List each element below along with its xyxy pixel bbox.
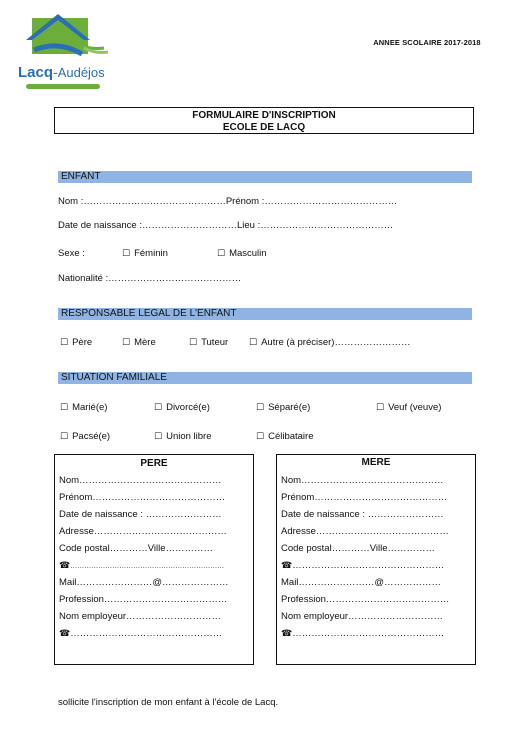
checkbox-icon: ☐: [60, 432, 69, 442]
pere-mail-field[interactable]: Mail……………………@…………………: [59, 577, 229, 588]
field-nom-prenom[interactable]: Nom :………………………………………Prénom :……………………………………: [58, 196, 398, 207]
checkbox-celibataire[interactable]: ☐ Célibataire: [256, 431, 314, 442]
sexe-label: Sexe :: [58, 248, 85, 259]
checkbox-autre[interactable]: ☐ Autre (à préciser)……………………: [249, 337, 411, 348]
mere-adresse-field[interactable]: Adresse……………………………………: [281, 526, 449, 537]
mere-tel-field[interactable]: ☎…………………………………………: [281, 560, 445, 571]
checkbox-icon: ☐: [122, 338, 131, 348]
checkbox-union-libre[interactable]: ☐ Union libre: [154, 431, 212, 442]
checkbox-icon: ☐: [249, 338, 258, 348]
title-line2: ECOLE DE LACQ: [222, 122, 306, 133]
mere-employeur-field[interactable]: Nom employeur…………………………: [281, 611, 444, 622]
checkbox-icon: ☐: [217, 249, 226, 259]
checkbox-separe[interactable]: ☐ Séparé(e): [256, 402, 311, 413]
section-header-responsable: RESPONSABLE LEGAL DE L'ENFANT: [58, 308, 472, 320]
logo-text: Lacq-Audéjos: [18, 64, 105, 81]
checkbox-icon: ☐: [122, 249, 131, 259]
checkbox-icon: ☐: [256, 432, 265, 442]
school-year: ANNEE SCOLAIRE 2017-2018: [373, 38, 481, 47]
checkbox-icon: ☐: [60, 338, 69, 348]
field-nationalite[interactable]: Nationalité :……………………………………: [58, 273, 242, 284]
phone-icon: ☎: [59, 561, 71, 571]
mere-box: [276, 454, 476, 665]
section-header-situation: SITUATION FAMILIALE: [58, 372, 472, 384]
mere-nom-field[interactable]: Nom………………………………………: [281, 475, 444, 486]
checkbox-tuteur[interactable]: ☐ Tuteur: [189, 337, 229, 348]
pere-nom-field[interactable]: Nom………………………………………: [59, 475, 222, 486]
checkbox-feminin[interactable]: ☐ Féminin: [122, 248, 168, 259]
pere-title: PERE: [140, 458, 168, 469]
form-title: [54, 107, 474, 134]
pere-naissance-field[interactable]: Date de naissance : ……………………: [59, 509, 222, 520]
logo: [18, 10, 114, 92]
pere-profession-field[interactable]: Profession…………………………………: [59, 594, 228, 605]
checkbox-masculin[interactable]: ☐ Masculin: [217, 248, 267, 259]
mere-title: MERE: [361, 457, 391, 468]
section-header-enfant: ENFANT: [58, 171, 472, 183]
checkbox-icon: ☐: [256, 403, 265, 413]
phone-icon: ☎: [281, 629, 293, 639]
footer-text: sollicite l'inscription de mon enfant à l'école de Lacq.: [58, 697, 279, 708]
title-line1: FORMULAIRE D'INSCRIPTION: [192, 110, 336, 121]
logo-graphic: [18, 10, 114, 72]
mere-prenom-field[interactable]: Prénom……………………………………: [281, 492, 448, 503]
pere-tel-employeur-field[interactable]: ☎…………………………………………: [59, 628, 223, 639]
pere-adresse-field[interactable]: Adresse……………………………………: [59, 526, 227, 537]
checkbox-icon: ☐: [154, 403, 163, 413]
mere-naissance-field[interactable]: Date de naissance : ……………………: [281, 509, 444, 520]
pere-prenom-field[interactable]: Prénom……………………………………: [59, 492, 226, 503]
mere-profession-field[interactable]: Profession…………………………………: [281, 594, 450, 605]
mere-mail-field[interactable]: Mail……………………@………………: [281, 577, 442, 588]
checkbox-icon: ☐: [189, 338, 198, 348]
pere-cp-ville-field[interactable]: Code postal…………Ville……………: [59, 543, 213, 554]
mere-cp-ville-field[interactable]: Code postal…………Ville……………: [281, 543, 435, 554]
checkbox-marie[interactable]: ☐ Marié(e): [60, 402, 108, 413]
pere-tel-field[interactable]: ☎…………………………………………………………: [59, 561, 225, 571]
checkbox-divorce[interactable]: ☐ Divorcé(e): [154, 402, 210, 413]
checkbox-icon: ☐: [376, 403, 385, 413]
phone-icon: ☎: [281, 561, 293, 571]
pere-employeur-field[interactable]: Nom employeur…………………………: [59, 611, 222, 622]
field-naissance-lieu[interactable]: Date de naissance :…………………………Lieu :……………………………………: [58, 220, 394, 231]
pere-box: [54, 454, 254, 665]
checkbox-mere[interactable]: ☐ Mère: [122, 337, 156, 348]
logo-underline: [26, 84, 100, 89]
checkbox-pacse[interactable]: ☐ Pacsé(e): [60, 431, 111, 442]
checkbox-pere[interactable]: ☐ Père: [60, 337, 93, 348]
checkbox-veuf[interactable]: ☐ Veuf (veuve): [376, 402, 442, 413]
phone-icon: ☎: [59, 629, 71, 639]
checkbox-icon: ☐: [60, 403, 69, 413]
mere-tel-employeur-field[interactable]: ☎…………………………………………: [281, 628, 445, 639]
checkbox-icon: ☐: [154, 432, 163, 442]
